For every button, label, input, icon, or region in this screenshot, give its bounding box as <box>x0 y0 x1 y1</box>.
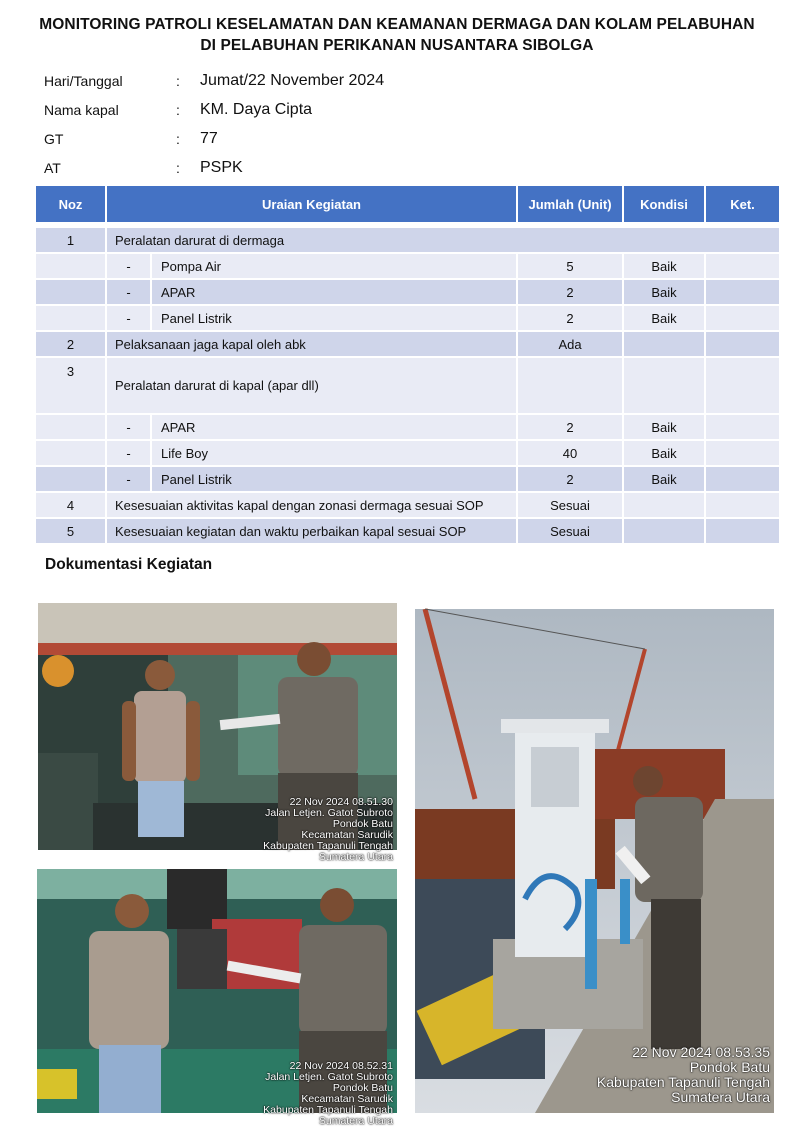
cell-no: 1 <box>35 227 106 253</box>
document-title <box>20 14 774 56</box>
meta-value: PSPK <box>200 158 243 176</box>
meta-colon: : <box>176 72 180 89</box>
cell-ket <box>705 466 780 492</box>
table-row <box>35 414 780 440</box>
meta-label: Nama kapal <box>44 101 119 118</box>
cell-kondisi: Baik <box>623 279 705 305</box>
meta-colon: : <box>176 101 180 118</box>
activity-table <box>35 185 780 544</box>
cell-ket <box>705 440 780 466</box>
cell-ket <box>705 253 780 279</box>
cell-uraian: Peralatan darurat di dermaga <box>106 227 780 253</box>
stamp-line: Sumatera Utara <box>318 1115 393 1127</box>
cell-ket <box>705 279 780 305</box>
title-line-1: MONITORING PATROLI KESELAMATAN DAN KEAMANAN DERMAGA DAN KOLAM PELABUHAN <box>39 16 755 33</box>
stamp-line: Kabupaten Tapanuli Tengah <box>263 1104 393 1116</box>
stamp-line: 22 Nov 2024 08.53.35 <box>632 1044 770 1060</box>
cell-dash: - <box>106 414 151 440</box>
header-jumlah: Jumlah (Unit) <box>517 185 623 223</box>
photo-dock-panel <box>415 609 774 1113</box>
meta-label: AT <box>44 159 61 176</box>
cell-ket <box>705 492 780 518</box>
cell-kondisi: Baik <box>623 440 705 466</box>
stamp-line: Pondok Batu <box>332 1082 393 1094</box>
header-kondisi: Kondisi <box>623 185 705 223</box>
table-row <box>35 492 780 518</box>
meta-value: KM. Daya Cipta <box>200 100 313 118</box>
cell-jumlah: 2 <box>517 466 623 492</box>
table-row <box>35 440 780 466</box>
cell-uraian: APAR <box>151 279 517 305</box>
photo-2-stamp <box>263 1061 393 1127</box>
header-ket: Ket. <box>705 185 780 223</box>
cell-kondisi: Baik <box>623 414 705 440</box>
cell-jumlah <box>517 357 623 414</box>
cell-uraian: Pompa Air <box>151 253 517 279</box>
cell-no: 5 <box>35 518 106 544</box>
table-row <box>35 357 780 414</box>
table-row <box>35 305 780 331</box>
cell-no: 3 <box>35 357 106 414</box>
stamp-line: Sumatera Utara <box>671 1089 770 1105</box>
documentation-heading: Dokumentasi Kegiatan <box>45 556 213 573</box>
cell-kondisi <box>623 518 705 544</box>
title-line-2: DI PELABUHAN PERIKANAN NUSANTARA SIBOLGA <box>200 37 594 54</box>
photo-3-stamp <box>597 1045 770 1105</box>
cell-jumlah: 5 <box>517 253 623 279</box>
cell-jumlah: 2 <box>517 414 623 440</box>
cell-no: 2 <box>35 331 106 357</box>
meta-row-date <box>44 66 464 95</box>
stamp-line: 22 Nov 2024 08.51.30 <box>289 796 393 808</box>
cell-kondisi <box>623 357 705 414</box>
meta-row-ship-name <box>44 95 464 124</box>
cell-dash: - <box>106 279 151 305</box>
header-no: Noz <box>35 185 106 223</box>
table-row <box>35 279 780 305</box>
cell-dash: - <box>106 466 151 492</box>
cell-uraian: Life Boy <box>151 440 517 466</box>
table-row <box>35 227 780 253</box>
cell-kondisi <box>623 492 705 518</box>
cell-uraian: Kesesuaian kegiatan dan waktu perbaikan kapal sesuai SOP <box>106 518 517 544</box>
meta-label: GT <box>44 130 64 147</box>
cell-jumlah: 2 <box>517 305 623 331</box>
cell-kondisi <box>623 331 705 357</box>
meta-colon: : <box>176 159 180 176</box>
stamp-line: Jalan Letjen. Gatot Subroto <box>265 807 393 819</box>
table-row <box>35 466 780 492</box>
stamp-line: Sumatera Utara <box>318 851 393 863</box>
cell-kondisi: Baik <box>623 466 705 492</box>
cell-ket <box>705 305 780 331</box>
cell-jumlah: Sesuai <box>517 492 623 518</box>
stamp-line: 22 Nov 2024 08.52.31 <box>289 1060 393 1072</box>
table-row <box>35 253 780 279</box>
cell-uraian: APAR <box>151 414 517 440</box>
cell-ket <box>705 414 780 440</box>
cell-kondisi: Baik <box>623 305 705 331</box>
cell-jumlah: 40 <box>517 440 623 466</box>
cell-dash: - <box>106 253 151 279</box>
stamp-line: Pondok Batu <box>689 1059 770 1075</box>
stamp-line: Jalan Letjen. Gatot Subroto <box>265 1071 393 1083</box>
cell-uraian: Peralatan darurat di kapal (apar dll) <box>106 357 517 414</box>
cell-dash: - <box>106 305 151 331</box>
meta-value: 77 <box>200 129 218 147</box>
cell-ket <box>705 357 780 414</box>
cell-uraian: Pelaksanaan jaga kapal oleh abk <box>106 331 517 357</box>
stamp-line: Pondok Batu <box>332 818 393 830</box>
photo-1-stamp <box>263 797 393 863</box>
stamp-line: Kabupaten Tapanuli Tengah <box>596 1074 770 1090</box>
cell-no: 4 <box>35 492 106 518</box>
cell-dash: - <box>106 440 151 466</box>
stamp-line: Kecamatan Sarudik <box>301 1093 393 1105</box>
photo-engine-room-1 <box>38 603 397 863</box>
vessel-info <box>44 66 464 182</box>
table-row <box>35 518 780 544</box>
meta-row-at <box>44 153 464 182</box>
cell-jumlah: Ada <box>517 331 623 357</box>
header-uraian: Uraian Kegiatan <box>106 185 517 223</box>
meta-row-gt <box>44 124 464 153</box>
meta-colon: : <box>176 130 180 147</box>
cell-uraian: Panel Listrik <box>151 466 517 492</box>
meta-value: Jumat/22 November 2024 <box>200 71 385 89</box>
table-header-row <box>35 185 780 223</box>
stamp-line: Kabupaten Tapanuli Tengah <box>263 840 393 852</box>
cell-uraian: Panel Listrik <box>151 305 517 331</box>
cell-ket <box>705 331 780 357</box>
cell-kondisi: Baik <box>623 253 705 279</box>
cell-uraian: Kesesuaian aktivitas kapal dengan zonasi dermaga sesuai SOP <box>106 492 517 518</box>
photo-engine-room-2 <box>37 869 397 1127</box>
cell-jumlah: 2 <box>517 279 623 305</box>
cell-ket <box>705 518 780 544</box>
meta-label: Hari/Tanggal <box>44 72 123 89</box>
stamp-line: Kecamatan Sarudik <box>301 829 393 841</box>
cell-jumlah: Sesuai <box>517 518 623 544</box>
table-row <box>35 331 780 357</box>
